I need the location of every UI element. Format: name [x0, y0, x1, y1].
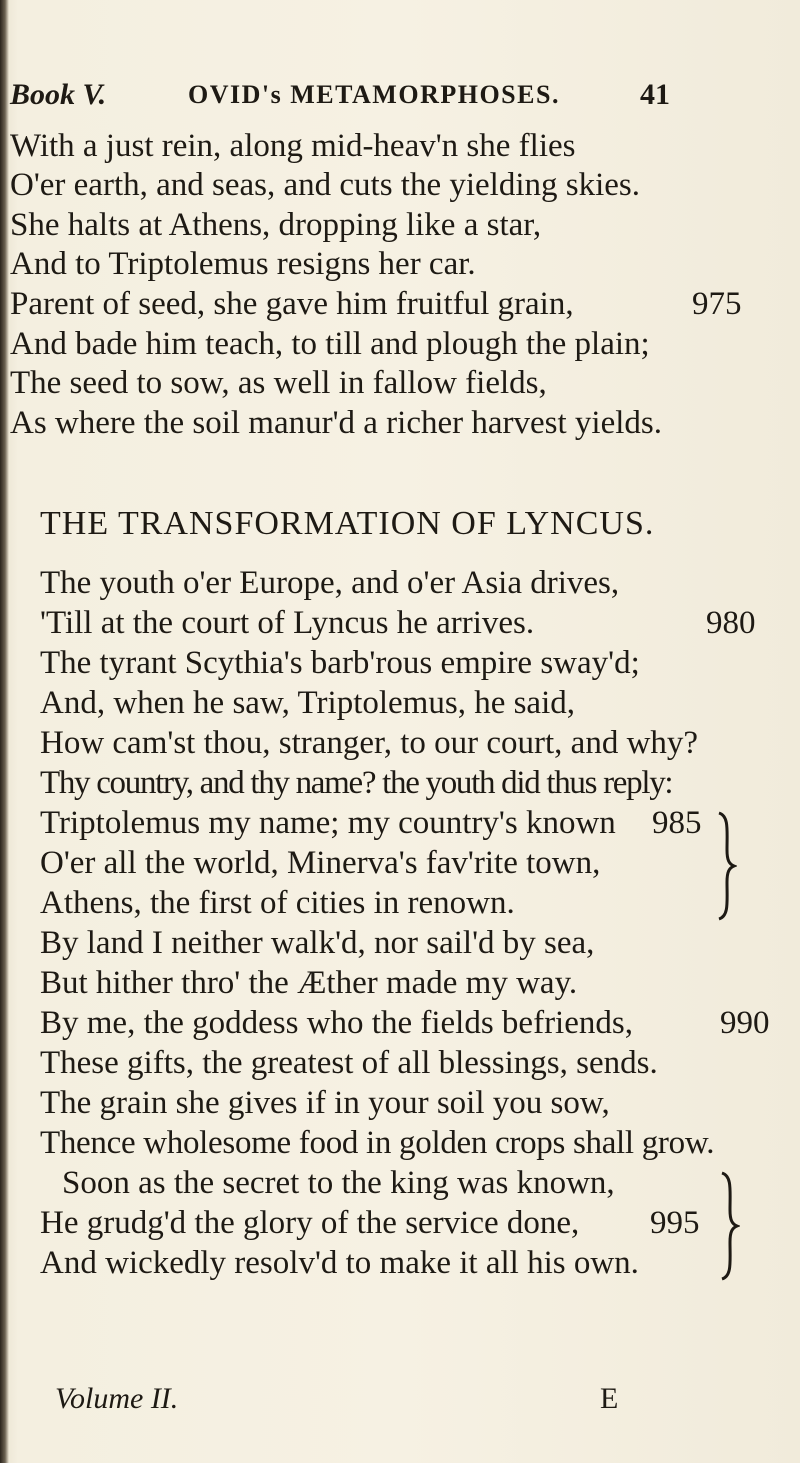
verse-line: He grudg'd the glory of the service done,	[40, 1205, 580, 1241]
verse-line: By me, the goddess who the fields befriends,	[40, 1005, 633, 1041]
page-number: 41	[640, 78, 670, 111]
verse-line: As where the soil manur'd a richer harvest yields.	[10, 405, 662, 441]
verse-line: O'er earth, and seas, and cuts the yielding skies.	[10, 167, 641, 203]
verse-line: She halts at Athens, dropping like a star,	[10, 207, 542, 243]
verse-line: And to Triptolemus resigns her car.	[10, 246, 476, 282]
triplet-brace	[718, 1170, 740, 1282]
verse-line: With a just rein, along mid-heav'n she flies	[10, 128, 576, 164]
verse-line: Triptolemus my name; my country's known	[40, 805, 616, 841]
volume-label: Volume II.	[55, 1382, 179, 1415]
verse-line: By land I neither walk'd, nor sail'd by sea,	[40, 925, 595, 961]
verse-line: The seed to sow, as well in fallow fields,	[10, 365, 547, 401]
verse-line: Thence wholesome food in golden crops shall grow.	[40, 1125, 715, 1161]
verse-line: But hither thro' the Æther made my way.	[40, 965, 578, 1001]
line-number: 990	[720, 1005, 770, 1041]
binding-edge	[0, 0, 9, 1463]
verse-line: Parent of seed, she gave him fruitful grain,	[10, 286, 574, 322]
line-number: 995	[650, 1205, 700, 1241]
verse-line: And wickedly resolv'd to make it all his own.	[40, 1245, 639, 1281]
verse-line: 'Till at the court of Lyncus he arrives.	[40, 605, 535, 641]
section-title: THE TRANSFORMATION OF LYNCUS.	[40, 505, 655, 542]
line-number: 985	[652, 805, 702, 841]
verse-line: And, when he saw, Triptolemus, he said,	[40, 685, 575, 721]
verse-line: O'er all the world, Minerva's fav'rite town,	[40, 845, 601, 881]
book-label: Book V.	[10, 78, 107, 111]
verse-line: Thy country, and thy name? the youth did thus reply:	[40, 765, 673, 801]
triplet-brace	[715, 810, 737, 922]
verse-line: These gifts, the greatest of all blessings, sends.	[40, 1045, 658, 1081]
line-number: 980	[706, 605, 756, 641]
verse-line: And bade him teach, to till and plough the plain;	[10, 326, 650, 362]
verse-line: The grain she gives if in your soil you sow,	[40, 1085, 610, 1121]
line-number: 975	[692, 286, 742, 322]
verse-line: How cam'st thou, stranger, to our court, and why?	[40, 725, 699, 761]
verse-line: Athens, the first of cities in renown.	[40, 885, 515, 921]
running-title: OVID's METAMORPHOSES.	[188, 80, 560, 109]
signature-mark: E	[600, 1382, 619, 1415]
verse-line: The youth o'er Europe, and o'er Asia drives,	[40, 565, 620, 601]
running-header	[10, 78, 710, 118]
verse-line: The tyrant Scythia's barb'rous empire sway'd;	[40, 645, 640, 681]
verse-line: Soon as the secret to the king was known,	[62, 1165, 615, 1201]
